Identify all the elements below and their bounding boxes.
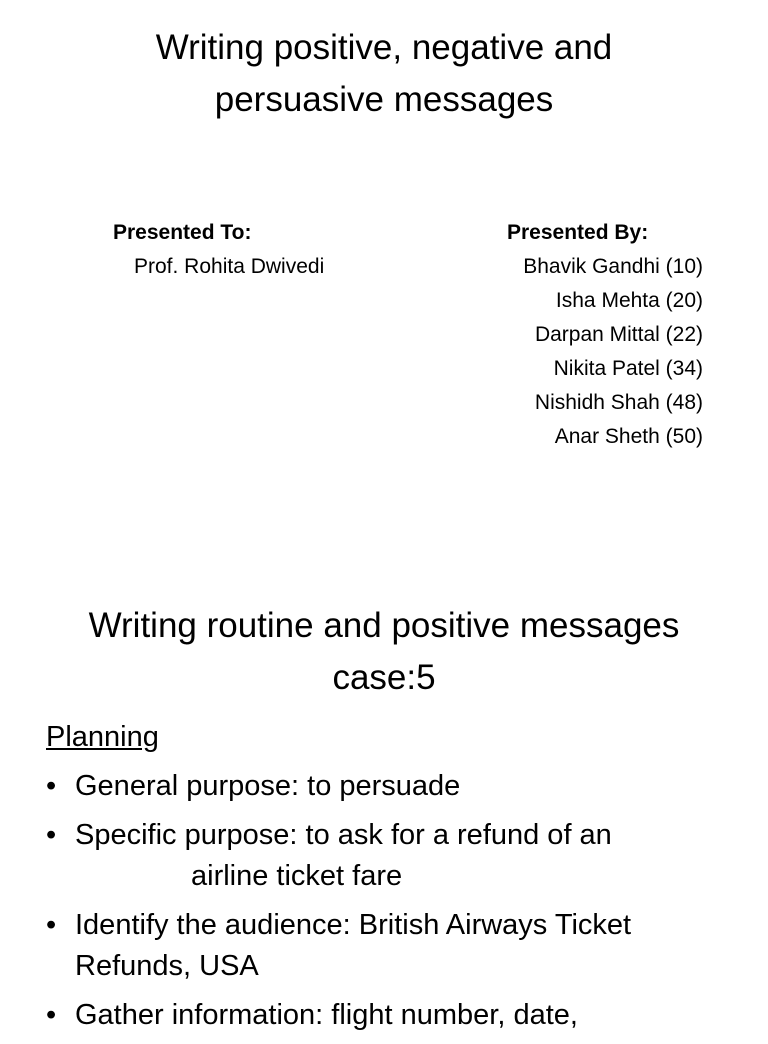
- title-line: persuasive messages: [214, 80, 554, 119]
- presented-to-heading: Presented To:: [113, 221, 252, 244]
- presented-by-heading: Presented By:: [507, 221, 649, 244]
- planning-slide: [0, 560, 768, 1031]
- bullet-list: [46, 766, 736, 1044]
- bullet-text-continuation: airline ticket fare: [191, 860, 403, 892]
- section-label: Planning: [46, 721, 159, 753]
- bullet-item: [46, 766, 736, 807]
- bullet-text: Identify the audience: British Airways Ticket: [75, 909, 632, 941]
- bullet-icon: •: [46, 770, 57, 802]
- bullet-text-continuation: Refunds, USA: [75, 950, 259, 982]
- bullet-item: [46, 815, 736, 897]
- member-name: Nikita Patel (34): [553, 357, 703, 380]
- member-name: Isha Mehta (20): [555, 289, 703, 312]
- bullet-text: General purpose: to persuade: [75, 770, 461, 802]
- bullet-item: [46, 995, 736, 1036]
- member-name: Anar Sheth (50): [554, 425, 703, 448]
- slide-title: [0, 600, 768, 704]
- title-line: Writing positive, negative and: [155, 28, 613, 67]
- bullet-text: Gather information: flight number, date,: [75, 999, 578, 1031]
- presented-to-block: [113, 216, 324, 284]
- member-name: Nishidh Shah (48): [534, 391, 703, 414]
- title-line: case:5: [332, 658, 436, 697]
- professor-name: Prof. Rohita Dwivedi: [134, 255, 325, 278]
- bullet-icon: •: [46, 819, 57, 851]
- bullet-icon: •: [46, 909, 57, 941]
- slide-title: [0, 22, 768, 126]
- member-name: Bhavik Gandhi (10): [523, 255, 703, 278]
- member-name: Darpan Mittal (22): [534, 323, 703, 346]
- bullet-item: [46, 905, 736, 987]
- presented-by-block: [500, 216, 703, 454]
- bullet-text: Specific purpose: to ask for a refund of an: [75, 819, 612, 851]
- bullet-icon: •: [46, 999, 57, 1031]
- title-line: Writing routine and positive messages: [88, 606, 680, 645]
- member-list: [500, 250, 703, 454]
